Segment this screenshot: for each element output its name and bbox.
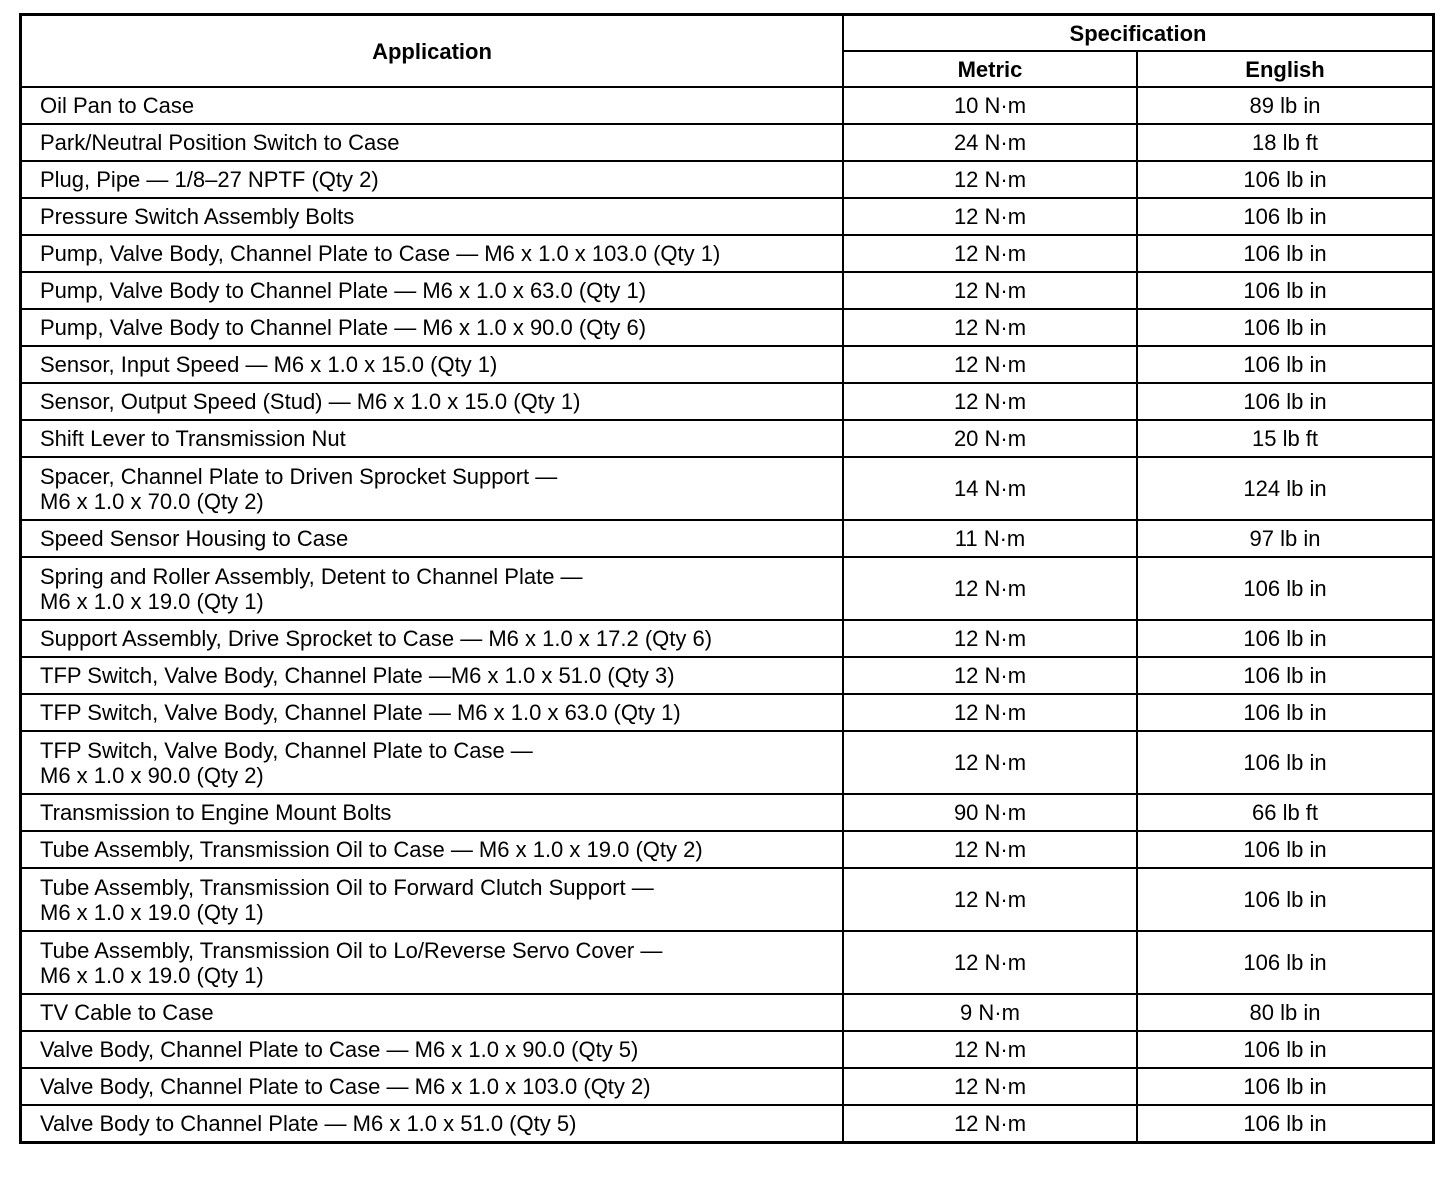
metric-cell: 12 N·m [843,383,1137,420]
metric-cell: 12 N·m [843,731,1137,794]
application-header: Application [21,15,843,87]
metric-cell: 12 N·m [843,831,1137,868]
english-cell: 106 lb in [1137,383,1433,420]
table-row [21,520,1433,557]
table-row [21,346,1433,383]
metric-cell: 12 N·m [843,161,1137,198]
application-cell: Pump, Valve Body to Channel Plate — M6 x 1.0 x 63.0 (Qty 1) [21,272,843,309]
table-row [21,931,1433,994]
application-cell: Tube Assembly, Transmission Oil to Lo/Reverse Servo Cover — M6 x 1.0 x 19.0 (Qty 1) [21,931,843,994]
english-cell: 80 lb in [1137,994,1433,1031]
english-cell: 97 lb in [1137,520,1433,557]
english-cell: 106 lb in [1137,931,1433,994]
application-cell: Valve Body, Channel Plate to Case — M6 x 1.0 x 90.0 (Qty 5) [21,1031,843,1068]
english-cell: 106 lb in [1137,1105,1433,1142]
english-cell: 15 lb ft [1137,420,1433,457]
english-cell: 106 lb in [1137,620,1433,657]
english-cell: 89 lb in [1137,87,1433,124]
english-cell: 106 lb in [1137,694,1433,731]
metric-cell: 12 N·m [843,931,1137,994]
table-row [21,731,1433,794]
table-row [21,87,1433,124]
table-row [21,272,1433,309]
metric-cell: 9 N·m [843,994,1137,1031]
application-cell: Tube Assembly, Transmission Oil to Case — M6 x 1.0 x 19.0 (Qty 2) [21,831,843,868]
english-header: English [1137,51,1433,87]
metric-cell: 10 N·m [843,87,1137,124]
application-cell: Sensor, Input Speed — M6 x 1.0 x 15.0 (Qty 1) [21,346,843,383]
specification-header: Specification [843,15,1433,51]
metric-cell: 12 N·m [843,346,1137,383]
table-row [21,198,1433,235]
application-cell: Sensor, Output Speed (Stud) — M6 x 1.0 x 15.0 (Qty 1) [21,383,843,420]
english-cell: 106 lb in [1137,731,1433,794]
metric-cell: 12 N·m [843,868,1137,931]
application-cell: Spring and Roller Assembly, Detent to Channel Plate — M6 x 1.0 x 19.0 (Qty 1) [21,557,843,620]
table-row [21,657,1433,694]
torque-spec-table [20,14,1434,1143]
application-cell: Plug, Pipe — 1/8–27 NPTF (Qty 2) [21,161,843,198]
application-cell: Shift Lever to Transmission Nut [21,420,843,457]
table-row [21,1031,1433,1068]
application-cell: Support Assembly, Drive Sprocket to Case — M6 x 1.0 x 17.2 (Qty 6) [21,620,843,657]
table-row [21,794,1433,831]
table-row [21,694,1433,731]
english-cell: 106 lb in [1137,1068,1433,1105]
metric-cell: 12 N·m [843,620,1137,657]
metric-cell: 12 N·m [843,272,1137,309]
application-cell: Valve Body to Channel Plate — M6 x 1.0 x 51.0 (Qty 5) [21,1105,843,1142]
english-cell: 18 lb ft [1137,124,1433,161]
table-row [21,161,1433,198]
english-cell: 106 lb in [1137,235,1433,272]
metric-cell: 14 N·m [843,457,1137,520]
table-row [21,383,1433,420]
application-cell: Transmission to Engine Mount Bolts [21,794,843,831]
english-cell: 106 lb in [1137,272,1433,309]
metric-cell: 12 N·m [843,657,1137,694]
metric-cell: 12 N·m [843,1068,1137,1105]
metric-cell: 12 N·m [843,198,1137,235]
application-cell: Spacer, Channel Plate to Driven Sprocket Support — M6 x 1.0 x 70.0 (Qty 2) [21,457,843,520]
table-row [21,557,1433,620]
metric-cell: 90 N·m [843,794,1137,831]
application-cell: TFP Switch, Valve Body, Channel Plate —M6 x 1.0 x 51.0 (Qty 3) [21,657,843,694]
metric-header: Metric [843,51,1137,87]
application-cell: Tube Assembly, Transmission Oil to Forward Clutch Support — M6 x 1.0 x 19.0 (Qty 1) [21,868,843,931]
application-cell: TFP Switch, Valve Body, Channel Plate — M6 x 1.0 x 63.0 (Qty 1) [21,694,843,731]
metric-cell: 24 N·m [843,124,1137,161]
application-cell: Pump, Valve Body, Channel Plate to Case — M6 x 1.0 x 103.0 (Qty 1) [21,235,843,272]
table-row [21,1105,1433,1142]
english-cell: 106 lb in [1137,309,1433,346]
application-cell: Pressure Switch Assembly Bolts [21,198,843,235]
table-row [21,124,1433,161]
table-row [21,994,1433,1031]
table-row [21,457,1433,520]
table-row [21,235,1433,272]
table-row [21,309,1433,346]
metric-cell: 12 N·m [843,1031,1137,1068]
application-cell: Pump, Valve Body to Channel Plate — M6 x 1.0 x 90.0 (Qty 6) [21,309,843,346]
english-cell: 106 lb in [1137,557,1433,620]
english-cell: 106 lb in [1137,1031,1433,1068]
english-cell: 106 lb in [1137,346,1433,383]
english-cell: 106 lb in [1137,657,1433,694]
metric-cell: 12 N·m [843,1105,1137,1142]
application-cell: TV Cable to Case [21,994,843,1031]
table-header [21,15,1433,87]
table-row [21,868,1433,931]
metric-cell: 12 N·m [843,309,1137,346]
application-cell: Park/Neutral Position Switch to Case [21,124,843,161]
metric-cell: 20 N·m [843,420,1137,457]
metric-cell: 12 N·m [843,557,1137,620]
table-row [21,620,1433,657]
table-body [21,87,1433,1142]
english-cell: 106 lb in [1137,161,1433,198]
english-cell: 124 lb in [1137,457,1433,520]
application-cell: Oil Pan to Case [21,87,843,124]
table-row [21,420,1433,457]
english-cell: 106 lb in [1137,198,1433,235]
application-cell: Speed Sensor Housing to Case [21,520,843,557]
application-cell: TFP Switch, Valve Body, Channel Plate to Case — M6 x 1.0 x 90.0 (Qty 2) [21,731,843,794]
english-cell: 66 lb ft [1137,794,1433,831]
application-cell: Valve Body, Channel Plate to Case — M6 x 1.0 x 103.0 (Qty 2) [21,1068,843,1105]
table-row [21,831,1433,868]
table-row [21,1068,1433,1105]
metric-cell: 11 N·m [843,520,1137,557]
english-cell: 106 lb in [1137,831,1433,868]
english-cell: 106 lb in [1137,868,1433,931]
metric-cell: 12 N·m [843,694,1137,731]
metric-cell: 12 N·m [843,235,1137,272]
